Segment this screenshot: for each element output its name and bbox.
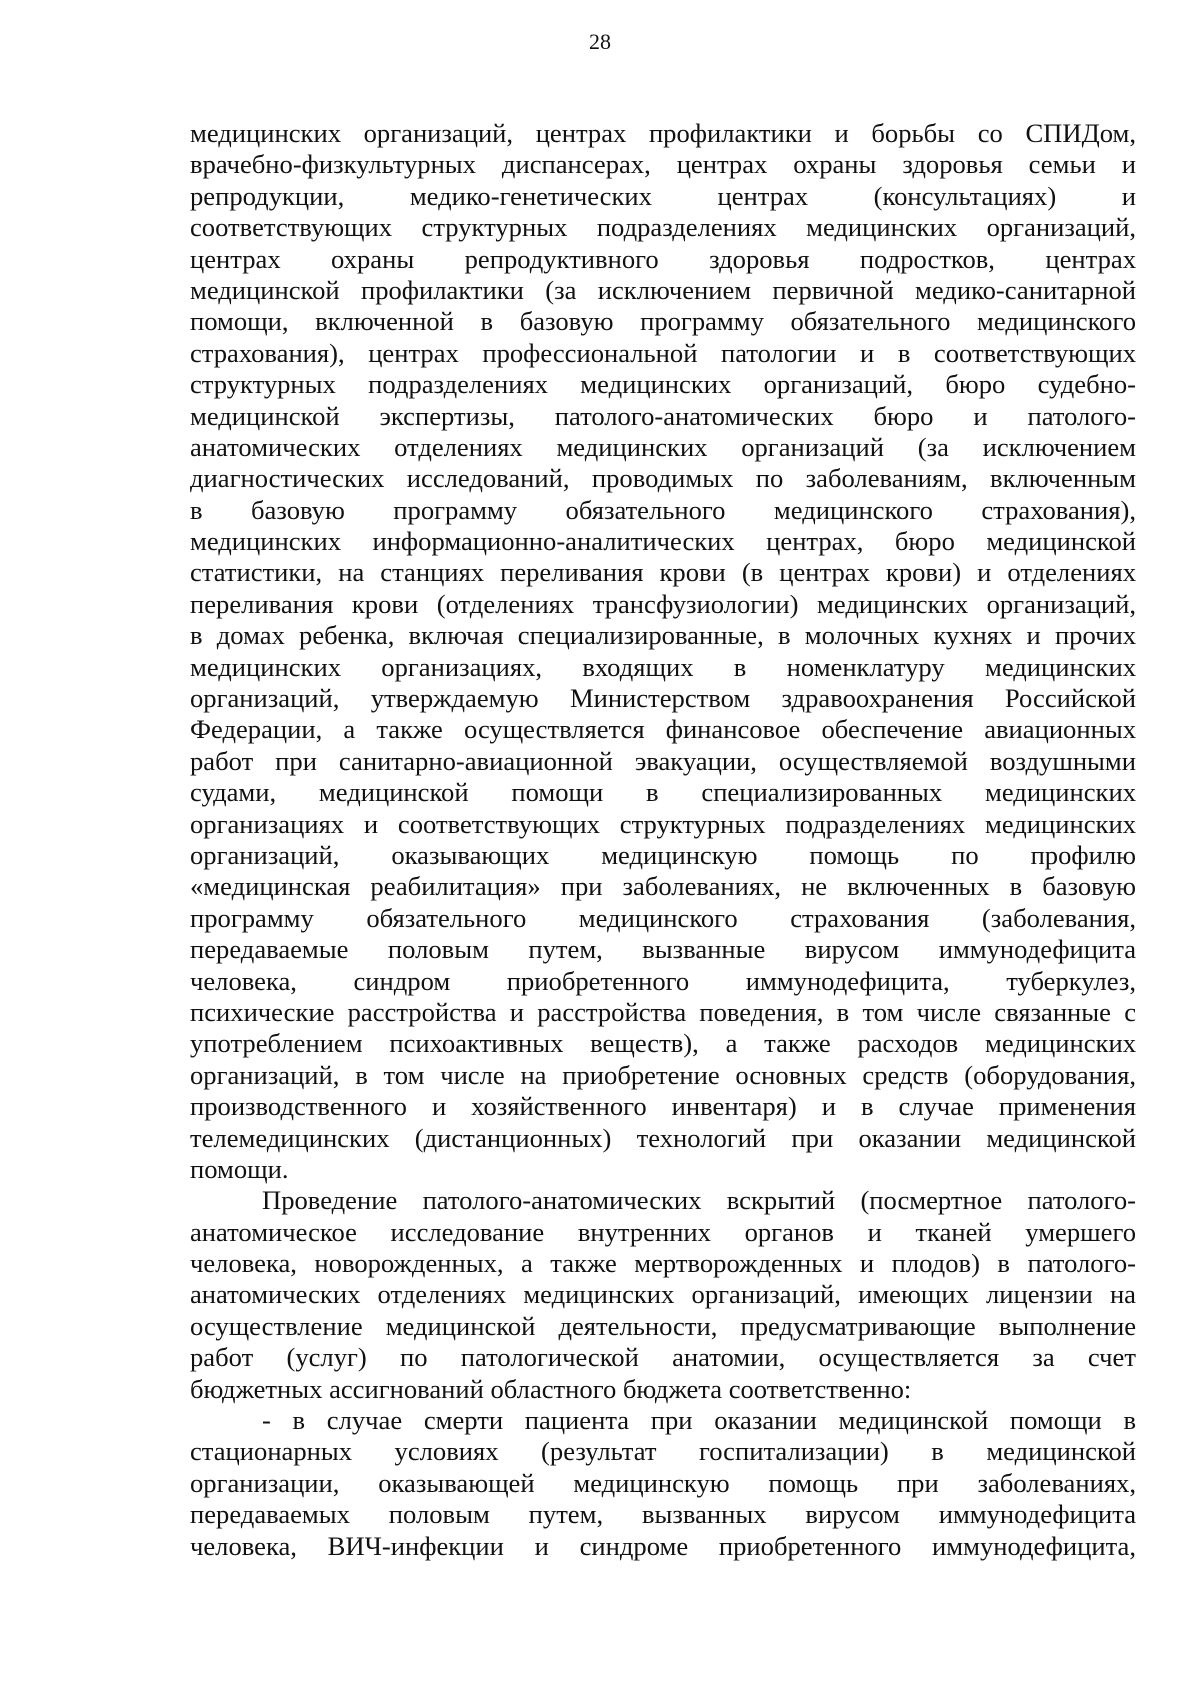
text-line: медицинской экспертизы, патолого-анатомических бюро и патолого- bbox=[190, 400, 1136, 431]
text-line: медицинских организаций, центрах профилактики и борьбы со СПИДом, bbox=[190, 118, 1136, 148]
text-line: организациях и соответствующих структурных подразделениях медицинских bbox=[190, 808, 1136, 839]
text-line: организаций, утверждаемую Министерством здравоохранения Российской bbox=[190, 683, 1136, 714]
text-line: статистики, на станциях переливания крови (в центрах крови) и отделениях bbox=[190, 557, 1136, 588]
text-line: врачебно-физкультурных диспансерах, центрах охраны здоровья семьи и bbox=[190, 149, 1136, 180]
text-line: структурных подразделениях медицинских организаций, бюро судебно- bbox=[190, 369, 1136, 400]
text-line: передаваемые половым путем, вызванные вирусом иммунодефицита bbox=[190, 934, 1136, 965]
text-line: психические расстройства и расстройства поведения, в том числе связанные с bbox=[190, 996, 1136, 1027]
text-line: медицинской профилактики (за исключением первичной медико-санитарной bbox=[190, 274, 1136, 305]
text-line: переливания крови (отделениях трансфузиологии) медицинских организаций, bbox=[190, 588, 1136, 619]
paragraph-list-item bbox=[190, 1405, 1136, 1562]
text-line: медицинских информационно-аналитических центрах, бюро медицинской bbox=[190, 526, 1136, 557]
text-line: работ (услуг) по патологической анатомии, осуществляется за счет bbox=[190, 1342, 1136, 1373]
text-line: работ при санитарно-авиационной эвакуации, осуществляемой воздушными bbox=[190, 745, 1136, 776]
document-body bbox=[190, 118, 1136, 1562]
text-line: анатомическое исследование внутренних органов и тканей умершего bbox=[190, 1216, 1136, 1247]
paragraph-medical-organizations bbox=[190, 118, 1136, 1185]
text-line: программу обязательного медицинского страхования (заболевания, bbox=[190, 902, 1136, 933]
text-line: судами, медицинской помощи в специализированных медицинских bbox=[190, 777, 1136, 808]
text-line: диагностических исследований, проводимых по заболеваниям, включенным bbox=[190, 463, 1136, 494]
text-line: помощи, включенной в базовую программу обязательного медицинского bbox=[190, 306, 1136, 337]
text-line: организации, оказывающей медицинскую помощь при заболеваниях, bbox=[190, 1467, 1136, 1498]
text-line: производственного и хозяйственного инвентаря) и в случае применения bbox=[190, 1091, 1136, 1122]
text-line: человека, новорожденных, а также мертворожденных и плодов) в патолого- bbox=[190, 1248, 1136, 1279]
text-line: человека, синдром приобретенного иммунодефицита, туберкулез, bbox=[190, 965, 1136, 996]
text-line: в домах ребенка, включая специализированные, в молочных кухнях и прочих bbox=[190, 620, 1136, 651]
text-line: - в случае смерти пациента при оказании медицинской помощи в bbox=[262, 1405, 1136, 1436]
text-line: передаваемых половым путем, вызванных вирусом иммунодефицита bbox=[190, 1499, 1136, 1530]
text-line: Федерации, а также осуществляется финансовое обеспечение авиационных bbox=[190, 714, 1136, 745]
text-line: соответствующих структурных подразделениях медицинских организаций, bbox=[190, 212, 1136, 243]
text-line: анатомических отделениях медицинских организаций, имеющих лицензии на bbox=[190, 1279, 1136, 1310]
text-line: анатомических отделениях медицинских организаций (за исключением bbox=[190, 431, 1136, 462]
text-line: помощи. bbox=[190, 1153, 289, 1184]
text-line: употреблением психоактивных веществ), а также расходов медицинских bbox=[190, 1028, 1136, 1059]
text-line: осуществление медицинской деятельности, предусматривающие выполнение bbox=[190, 1310, 1136, 1341]
text-line: медицинских организациях, входящих в номенклатуру медицинских bbox=[190, 651, 1136, 682]
text-line: организаций, оказывающих медицинскую помощь по профилю bbox=[190, 839, 1136, 870]
paragraph-autopsies bbox=[190, 1185, 1136, 1405]
text-line: телемедицинских (дистанционных) технологий при оказании медицинской bbox=[190, 1122, 1136, 1153]
text-line: страхования), центрах профессиональной патологии и в соответствующих bbox=[190, 337, 1136, 368]
text-line: стационарных условиях (результат госпитализации) в медицинской bbox=[190, 1436, 1136, 1467]
page-number: 28 bbox=[589, 29, 611, 54]
text-line: Проведение патолого-анатомических вскрытий (посмертное патолого- bbox=[262, 1185, 1136, 1216]
text-line: организаций, в том числе на приобретение основных средств (оборудования, bbox=[190, 1059, 1136, 1090]
text-line: репродукции, медико-генетических центрах (консультациях) и bbox=[190, 180, 1136, 211]
text-line: бюджетных ассигнований областного бюджета соответственно: bbox=[190, 1373, 912, 1404]
text-line: центрах охраны репродуктивного здоровья подростков, центрах bbox=[190, 243, 1136, 274]
text-line: в базовую программу обязательного медицинского страхования), bbox=[190, 494, 1136, 525]
text-line: человека, ВИЧ-инфекции и синдроме приобретенного иммунодефицита, bbox=[190, 1530, 1136, 1561]
text-line: «медицинская реабилитация» при заболеваниях, не включенных в базовую bbox=[190, 871, 1136, 902]
